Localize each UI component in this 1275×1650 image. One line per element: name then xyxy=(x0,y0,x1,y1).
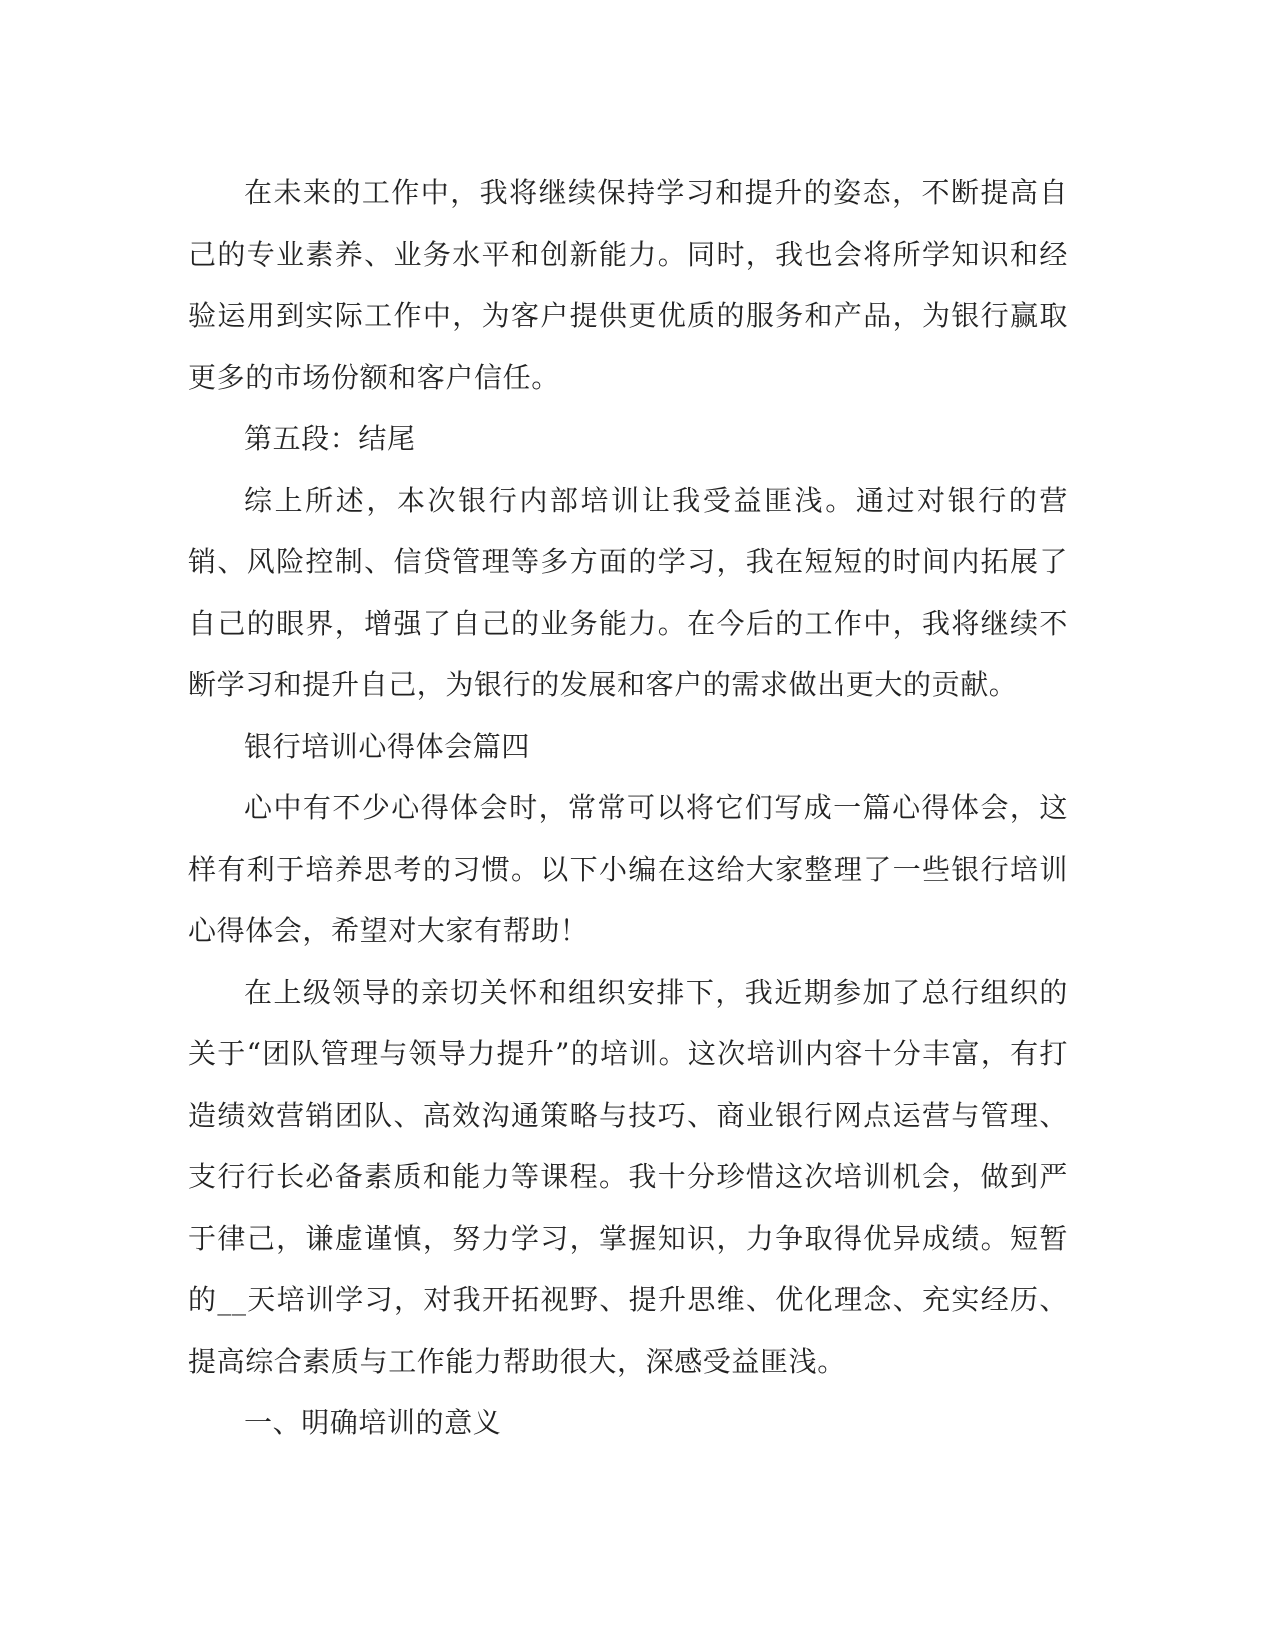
paragraph-summary: 综上所述，本次银行内部培训让我受益匪浅。通过对银行的营销、风险控制、信贷管理等多方面的学习，我在短短的时间内拓展了自己的眼界，增强了自己的业务能力。在今后的工作中，我将继续不断学习和提升自己，为银行的发展和客户的需求做出更大的贡献。 xyxy=(188,483,1068,701)
paragraph-training-overview: 在上级领导的亲切关怀和组织安排下，我近期参加了总行组织的关于“团队管理与领导力提升”的培训。这次培训内容十分丰富，有打造绩效营销团队、高效沟通策略与技巧、商业银行网点运营与管理、支行行长必备素质和能力等课程。我十分珍惜这次培训机会，做到严于律己，谦虚谨慎，努力学习，掌握知识，力争取得优异成绩。短暂的__天培训学习，对我开拓视野、提升思维、优化理念、充实经历、提高综合素质与工作能力帮助很大，深感受益匪浅。 xyxy=(188,975,1068,1378)
article-title-part-four: 银行培训心得体会篇四 xyxy=(244,729,531,763)
section-heading-training-meaning: 一、明确培训的意义 xyxy=(244,1406,502,1439)
section-heading-ending: 第五段：结尾 xyxy=(244,422,416,455)
document-body xyxy=(188,162,1068,1454)
paragraph-intro: 心中有不少心得体会时，常常可以将它们写成一篇心得体会，这样有利于培养思考的习惯。以下小编在这给大家整理了一些银行培训心得体会，希望对大家有帮助！ xyxy=(188,791,1068,947)
paragraph-future-work: 在未来的工作中，我将继续保持学习和提升的姿态，不断提高自己的专业素养、业务水平和创新能力。同时，我也会将所学知识和经验运用到实际工作中，为客户提供更优质的服务和产品，为银行赢取更多的市场份额和客户信任。 xyxy=(188,176,1068,394)
